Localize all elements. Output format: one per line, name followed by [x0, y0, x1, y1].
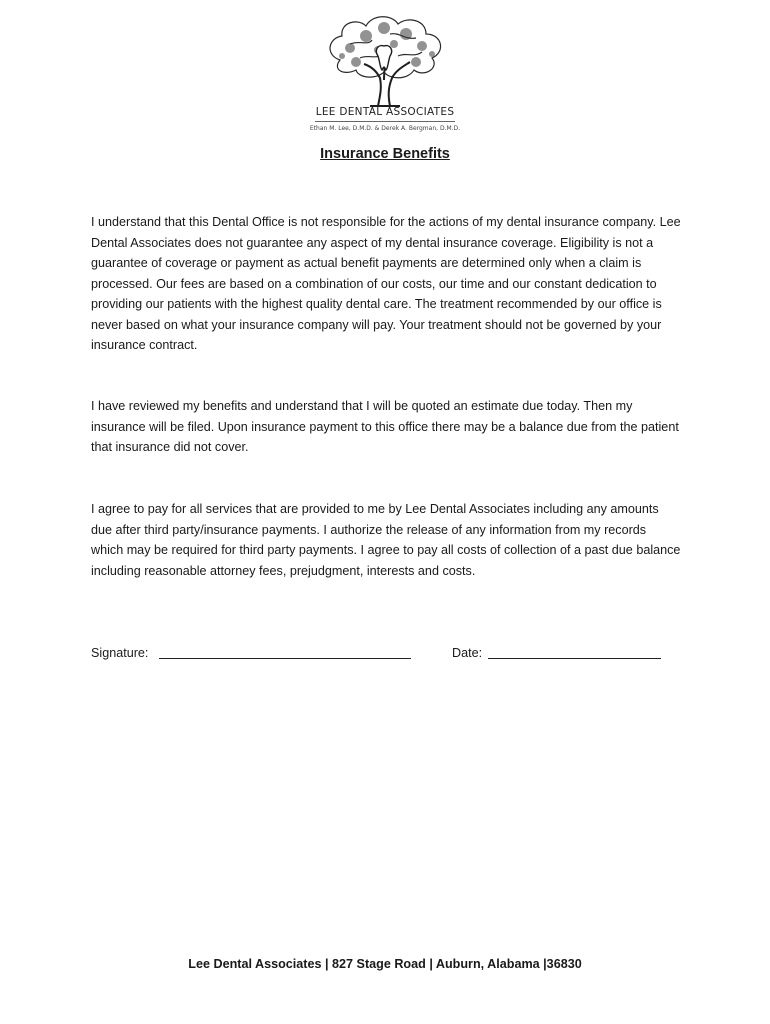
date-field[interactable]: [488, 658, 661, 659]
signature-label: Signature:: [91, 646, 149, 660]
paragraph-estimate: I have reviewed my benefits and understand that I will be quoted an estimate due today. Then my insurance will be filed. Upon insurance payment to this office there may be a balance due from the patient that insurance did not cover.: [91, 399, 679, 454]
date-label: Date:: [452, 646, 483, 660]
document-title: Insurance Benefits: [320, 146, 450, 162]
footer-address: Lee Dental Associates | 827 Stage Road | Auburn, Alabama |36830: [188, 957, 582, 971]
signature-field[interactable]: [159, 658, 411, 659]
practice-logo: [300, 10, 470, 140]
practice-name: LEE DENTAL ASSOCIATES: [315, 106, 455, 118]
paragraph-responsibility: I understand that this Dental Office is not responsible for the actions of my dental insurance company. Lee Dental Associates does not guarantee any aspect of my dental insurance coverage. Eligibility is not a guarantee of coverage or payment as actual benefit payments are determined only when a claim is processed. Our fees are based on a combination of our costs, our time and our constant dedication to providing our patients with the highest quality dental care. The treatment recommended by our office is never based on what your insurance company will pay. Your treatment should not be governed by your insurance contract.: [91, 215, 681, 352]
dentist-names: Ethan M. Lee, D.M.D. & Derek A. Bergman, D.M.D.: [309, 125, 461, 132]
tree-tooth-icon: [320, 10, 450, 110]
logo-divider: [315, 121, 455, 122]
paragraph-payment-agreement: I agree to pay for all services that are provided to me by Lee Dental Associates including any amounts due after third party/insurance payments. I authorize the release of any information from my records which may be required for third party payments. I agree to pay all costs of collection of a past due balance including reasonable attorney fees, prejudgment, interests and costs.: [91, 502, 681, 578]
